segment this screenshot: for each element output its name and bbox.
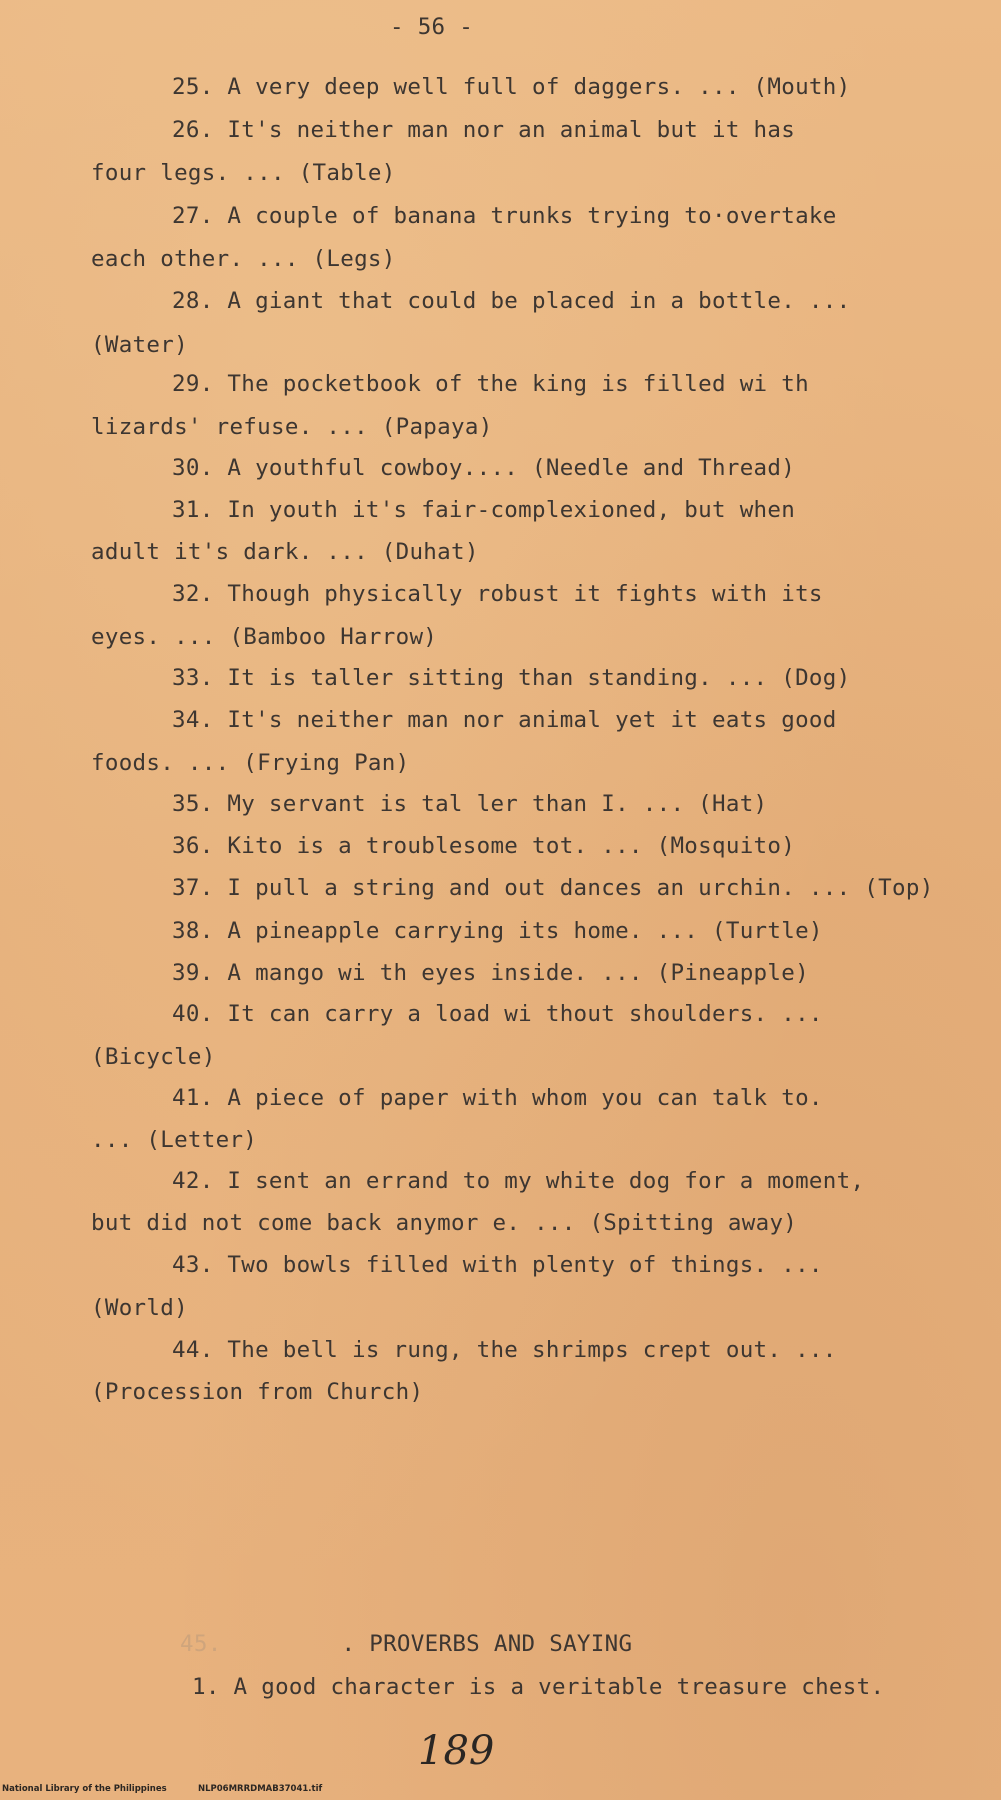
riddle-25: 25. A very deep well full of daggers. ... (Mouth) — [172, 74, 851, 100]
riddle-41-cont: ... (Letter) — [91, 1127, 258, 1153]
riddle-37: 37. I pull a string and out dances an urchin. ... (Top) — [172, 875, 934, 901]
riddle-27: 27. A couple of banana trunks trying to·overtake — [172, 203, 837, 229]
riddle-35: 35. My servant is tal ler than I. ... (Hat) — [172, 791, 768, 817]
riddle-28-cont: (Water) — [91, 332, 188, 358]
riddle-33: 33. It is taller sitting than standing. ... (Dog) — [172, 665, 851, 691]
riddle-38: 38. A pineapple carrying its home. ... (Turtle) — [172, 918, 823, 944]
riddle-26-cont: four legs. ... (Table) — [91, 160, 396, 186]
riddle-29: 29. The pocketbook of the king is filled wi th — [172, 371, 809, 397]
section-heading-text: . PROVERBS AND SAYING — [341, 1631, 633, 1657]
riddle-44-cont: (Procession from Church) — [91, 1379, 424, 1405]
riddle-43-cont: (World) — [91, 1295, 188, 1321]
riddle-44: 44. The bell is rung, the shrimps crept out. ... — [172, 1337, 837, 1363]
riddle-40-cont: (Bicycle) — [91, 1044, 216, 1070]
riddle-32-cont: eyes. ... (Bamboo Harrow) — [91, 624, 438, 650]
footer-library-name: National Library of the Philippines — [2, 1784, 167, 1794]
riddle-29-cont: lizards' refuse. ... (Papaya) — [91, 414, 493, 440]
riddle-41: 41. A piece of paper with whom you can talk to. — [172, 1085, 823, 1111]
riddle-40: 40. It can carry a load wi thout shoulders. ... — [172, 1001, 823, 1027]
riddle-34: 34. It's neither man nor animal yet it eats good — [172, 707, 837, 733]
riddle-43: 43. Two bowls filled with plenty of things. ... — [172, 1252, 823, 1278]
riddle-31: 31. In youth it's fair-complexioned, but when — [172, 497, 796, 523]
riddle-27-cont: each other. ... (Legs) — [91, 246, 396, 272]
riddle-42: 42. I sent an errand to my white dog for a moment, — [172, 1168, 865, 1194]
handwritten-page-number: 189 — [418, 1728, 495, 1774]
riddle-30: 30. A youthful cowboy.... (Needle and Thread) — [172, 455, 796, 481]
riddle-42-cont: but did not come back anymor e. ... (Spitting away) — [91, 1210, 798, 1236]
riddle-28: 28. A giant that could be placed in a bottle. ... — [172, 288, 851, 314]
section-heading — [180, 1631, 632, 1657]
riddle-31-cont: adult it's dark. ... (Duhat) — [91, 539, 479, 565]
riddle-39: 39. A mango wi th eyes inside. ... (Pineapple) — [172, 960, 809, 986]
proverb-1: 1. A good character is a veritable treasure chest. — [192, 1674, 885, 1700]
section-heading-number: 45. — [180, 1631, 222, 1657]
riddle-26: 26. It's neither man nor an animal but it has — [172, 117, 796, 143]
riddle-36: 36. Kito is a troublesome tot. ... (Mosquito) — [172, 833, 796, 859]
riddle-32: 32. Though physically robust it fights with its — [172, 581, 823, 607]
footer-file-name: NLP06MRRDMAB37041.tif — [198, 1784, 323, 1794]
riddle-34-cont: foods. ... (Frying Pan) — [91, 750, 410, 776]
page-number: - 56 - — [390, 14, 474, 40]
